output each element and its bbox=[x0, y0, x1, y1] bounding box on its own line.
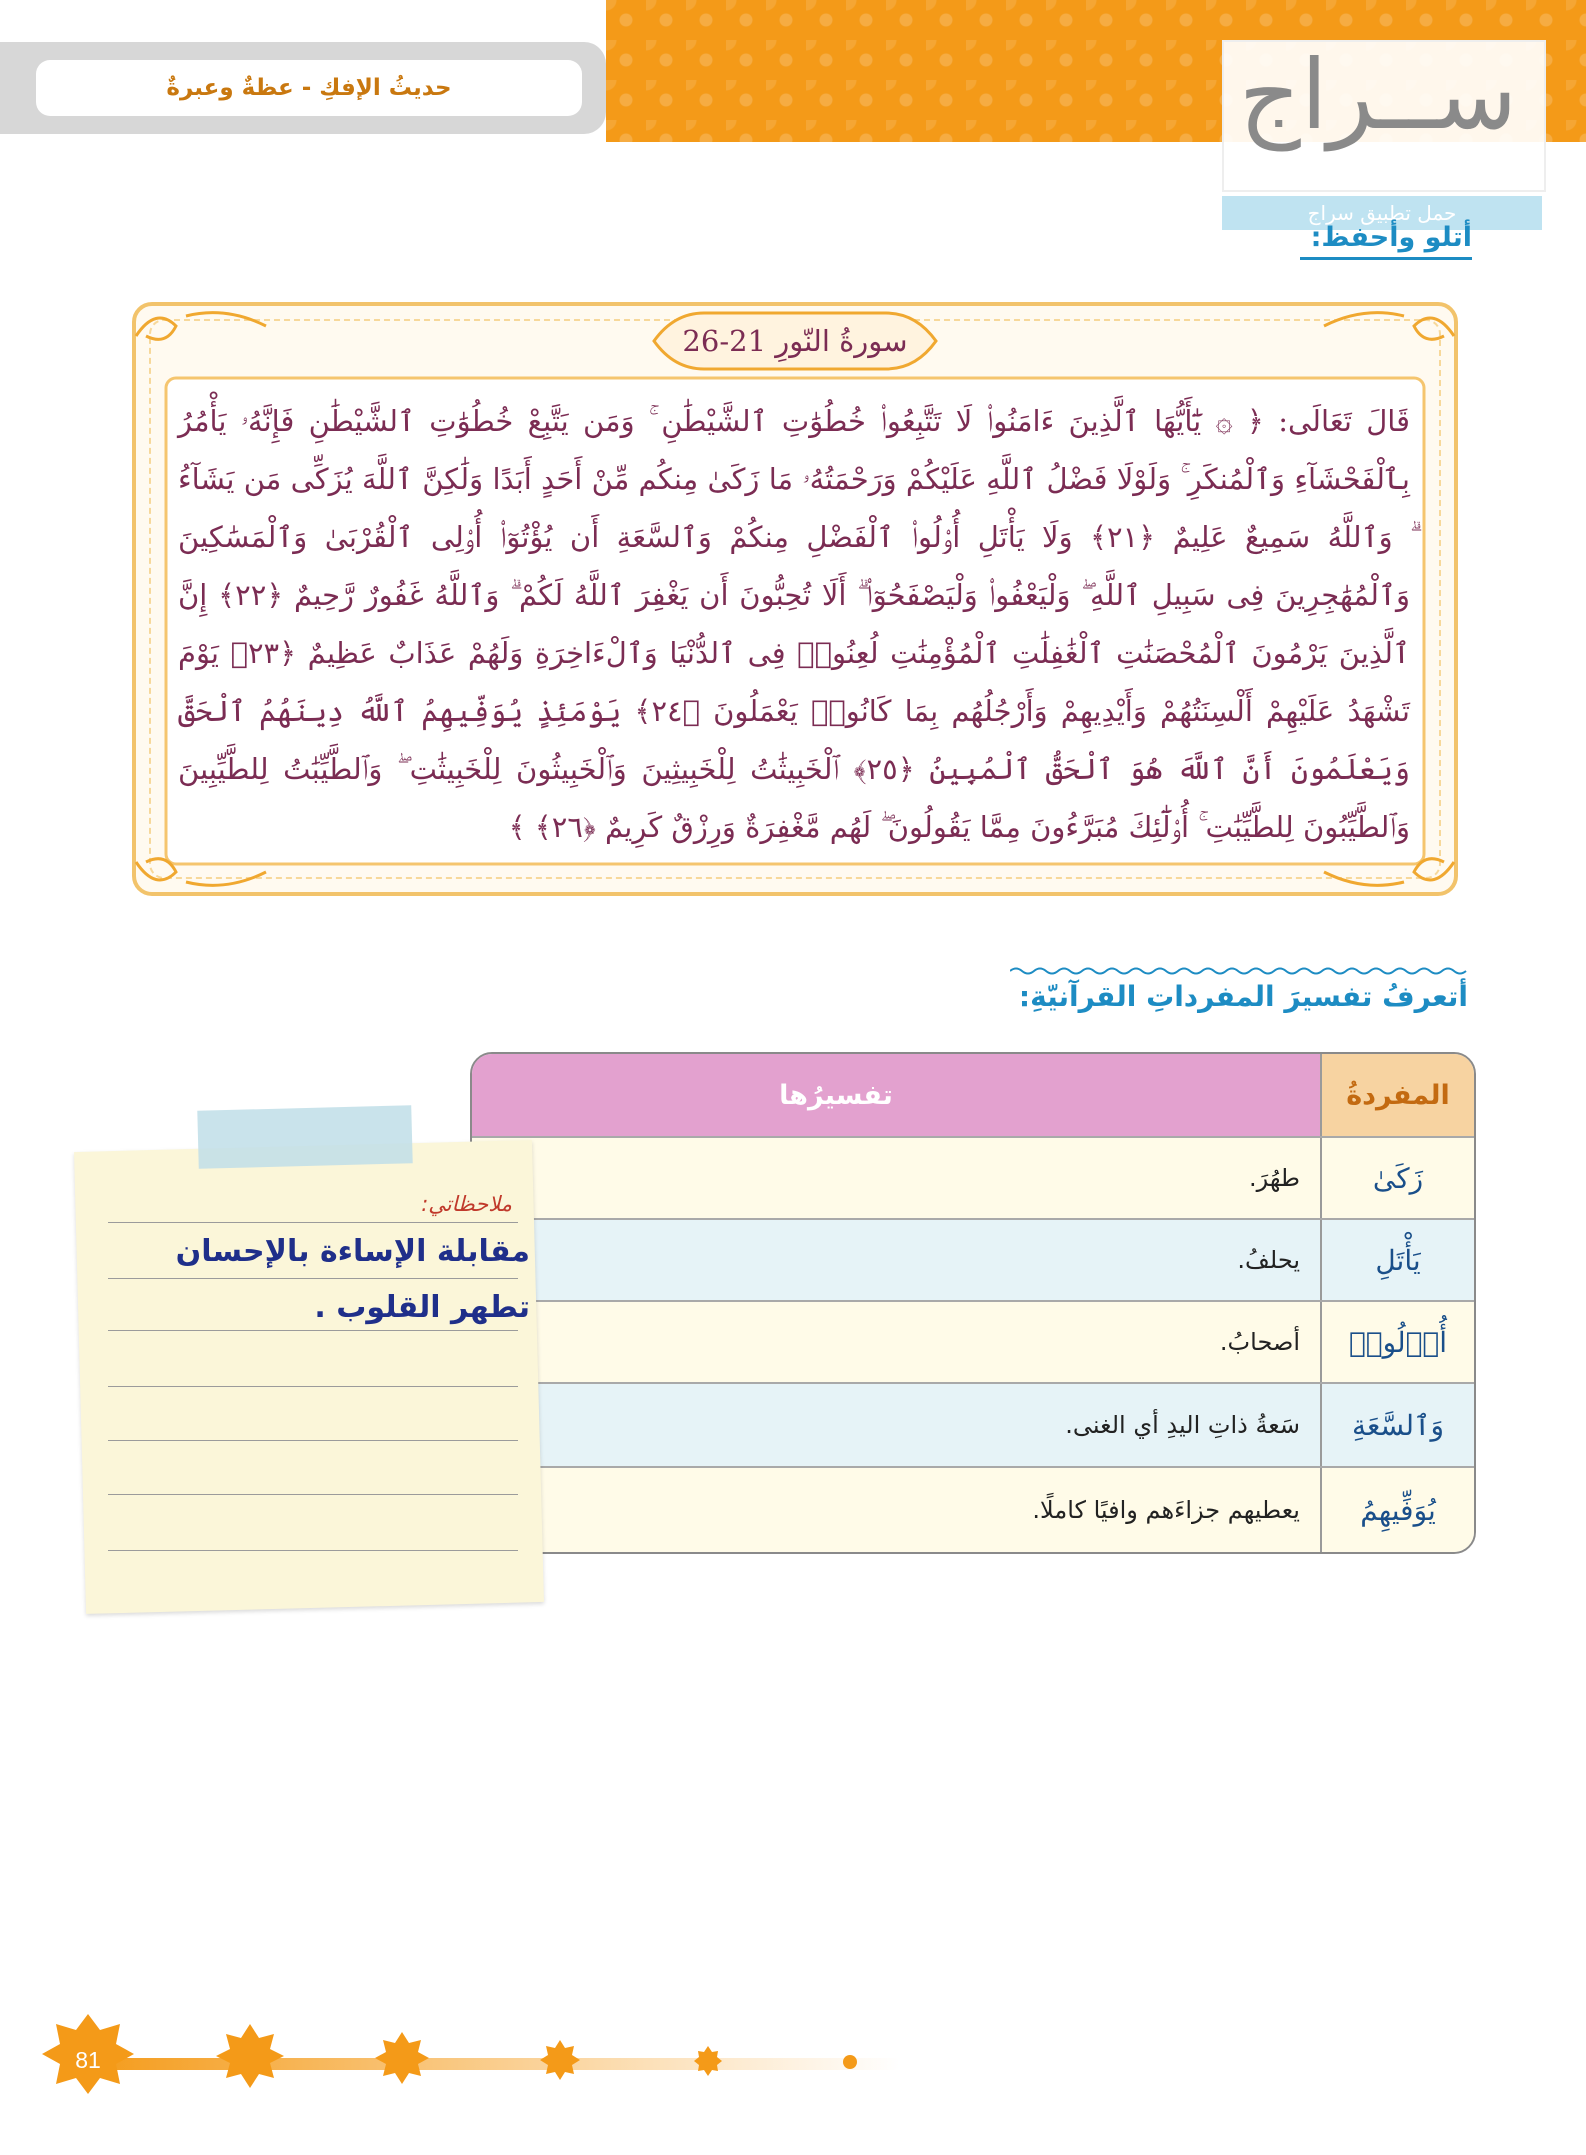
table-row bbox=[472, 1384, 1474, 1466]
section-vocab-title: أتعرفُ تفسيرَ المفرداتِ القرآنيّةِ: bbox=[1018, 980, 1468, 1013]
star-icon bbox=[694, 2046, 722, 2076]
vocab-word: أُو۟لُوا۟ bbox=[1320, 1302, 1474, 1382]
note-tape bbox=[197, 1105, 412, 1169]
table-row bbox=[472, 1468, 1474, 1552]
vocab-meaning: أصحابُ. bbox=[1219, 1328, 1300, 1356]
vocab-word: زَكَىٰ bbox=[1320, 1138, 1474, 1218]
wavy-underline bbox=[1010, 966, 1468, 976]
header-word: المفردةُ bbox=[1320, 1054, 1474, 1136]
notes-content bbox=[160, 1224, 530, 1336]
vocab-word: وَٱلسَّعَةِ bbox=[1320, 1384, 1474, 1466]
logo-subtitle: حمل تطبيق سراج bbox=[1222, 196, 1542, 230]
table-row bbox=[472, 1138, 1474, 1218]
star-icon bbox=[375, 2032, 429, 2084]
vocab-meaning: طهُرَ. bbox=[1248, 1164, 1300, 1192]
star-ornaments bbox=[42, 2014, 857, 2094]
table-header-row bbox=[472, 1054, 1474, 1136]
section-recite-title: أتلو وأحفظ: bbox=[1300, 222, 1472, 260]
table-row bbox=[472, 1302, 1474, 1382]
header-meaning: تفسيرُها bbox=[472, 1054, 1320, 1136]
star-icon bbox=[216, 2024, 284, 2088]
notes-label: ملاحظاتي: bbox=[421, 1192, 512, 1216]
vocab-meaning: يحلفُ. bbox=[1237, 1246, 1300, 1274]
vocab-table bbox=[470, 1052, 1476, 1554]
vocab-word: يُوَفِّيهِمُ bbox=[1320, 1468, 1474, 1552]
quran-verses: قَالَ تَعَالَى: ﴿ ۞ يَٰٓأَيُّهَا ٱلَّذِينَ ءَامَنُوا۟ لَا تَتَّبِعُوا۟ خُطُوَٰتِ ٱلشَّيْطَٰنِ ۚ وَمَن يَتَّبِعْ خُطُوَٰتِ ٱلشَّيْطَٰنِ فَإِنَّهُۥ يَأْمُرُ بِٱلْفَحْشَآءِ وَٱلْمُنكَرِ ۚ وَلَوْلَا فَضْلُ ٱللَّهِ عَلَيْكُمْ وَرَحْمَتُهُۥ مَا زَكَىٰ مِنكُم مِّنْ أَحَدٍ أَبَدًا وَلَٰكِنَّ ٱللَّهَ يُزَكِّى مَن يَشَآءُ ۗ وَٱللَّهُ سَمِيعٌ عَلِيمٌ ﴿٢١﴾ وَلَا يَأْتَلِ أُو۟لُوا۟ ٱلْفَضْلِ مِنكُمْ وَٱلسَّعَةِ أَن يُؤْتُوٓا۟ أُو۟لِى ٱلْقُرْبَىٰ وَٱلْمَسَٰكِينَ وَٱلْمُهَٰجِرِينَ فِى سَبِيلِ ٱللَّهِ ۖ وَلْيَعْفُوا۟ وَلْيَصْفَحُوٓا۟ ۗ أَلَا تُحِبُّونَ أَن يَغْفِرَ ٱللَّهُ لَكُمْ ۗ وَٱللَّهُ غَفُورٌ رَّحِيمٌ ﴿٢٢﴾ إِنَّ ٱلَّذِينَ يَرْمُونَ ٱلْمُحْصَنَٰتِ ٱلْغَٰفِلَٰتِ ٱلْمُؤْمِنَٰتِ لُعِنُوا۟ فِى ٱلدُّنْيَا وَٱلْءَاخِرَةِ وَلَهُمْ عَذَابٌ عَظِيمٌ ﴿٢٣﴾ يَوْمَ تَشْهَدُ عَلَيْهِمْ أَلْسِنَتُهُمْ وَأَيْدِيهِمْ وَأَرْجُلُهُم بِمَا كَانُوا۟ يَعْمَلُونَ ﴿٢٤﴾ يَوْمَئِذٍ يُوَفِّيهِمُ ٱللَّهُ دِينَهُمُ ٱلْحَقَّ وَيَعْلَمُونَ أَنَّ ٱللَّهَ هُوَ ٱلْحَقُّ ٱلْمُبِينُ ﴿٢٥﴾ ٱلْخَبِيثَٰتُ لِلْخَبِيثِينَ وَٱلْخَبِيثُونَ لِلْخَبِيثَٰتِ ۖ وَٱلطَّيِّبَٰتُ لِلطَّيِّبِينَ وَٱلطَّيِّبُونَ لِلطَّيِّبَٰتِ ۚ أُو۟لَٰٓئِكَ مُبَرَّءُونَ مِمَّا يَقُولُونَ ۖ لَهُم مَّغْفِرَةٌ وَرِزْقٌ كَرِيمٌ ﴿٢٦﴾ ﴾ bbox=[178, 404, 1411, 844]
table-row bbox=[472, 1220, 1474, 1300]
footer-decoration bbox=[40, 2010, 940, 2120]
page-number: 81 bbox=[75, 2046, 101, 2073]
chapter-title: حديثُ الإفكِ - عظةٌ وعبرةٌ bbox=[36, 60, 582, 116]
quran-frame bbox=[126, 296, 1464, 902]
note-line-1: مقابلة الإساءة بالإحسان bbox=[175, 1234, 530, 1269]
vocab-meaning: سَعةُ ذاتِ اليدِ أي الغنى. bbox=[1065, 1411, 1300, 1439]
star-icon bbox=[540, 2040, 580, 2080]
vocab-meaning: يعطيهم جزاءَهم وافيًا كاملًا. bbox=[1032, 1496, 1300, 1524]
surah-title: سورةُ النّورِ 21-26 bbox=[682, 324, 908, 358]
siraj-logo: ســراج bbox=[1238, 39, 1518, 151]
note-line-2: تطهر القلوب . bbox=[314, 1290, 530, 1325]
vocab-word: يَأْتَلِ bbox=[1320, 1220, 1474, 1300]
